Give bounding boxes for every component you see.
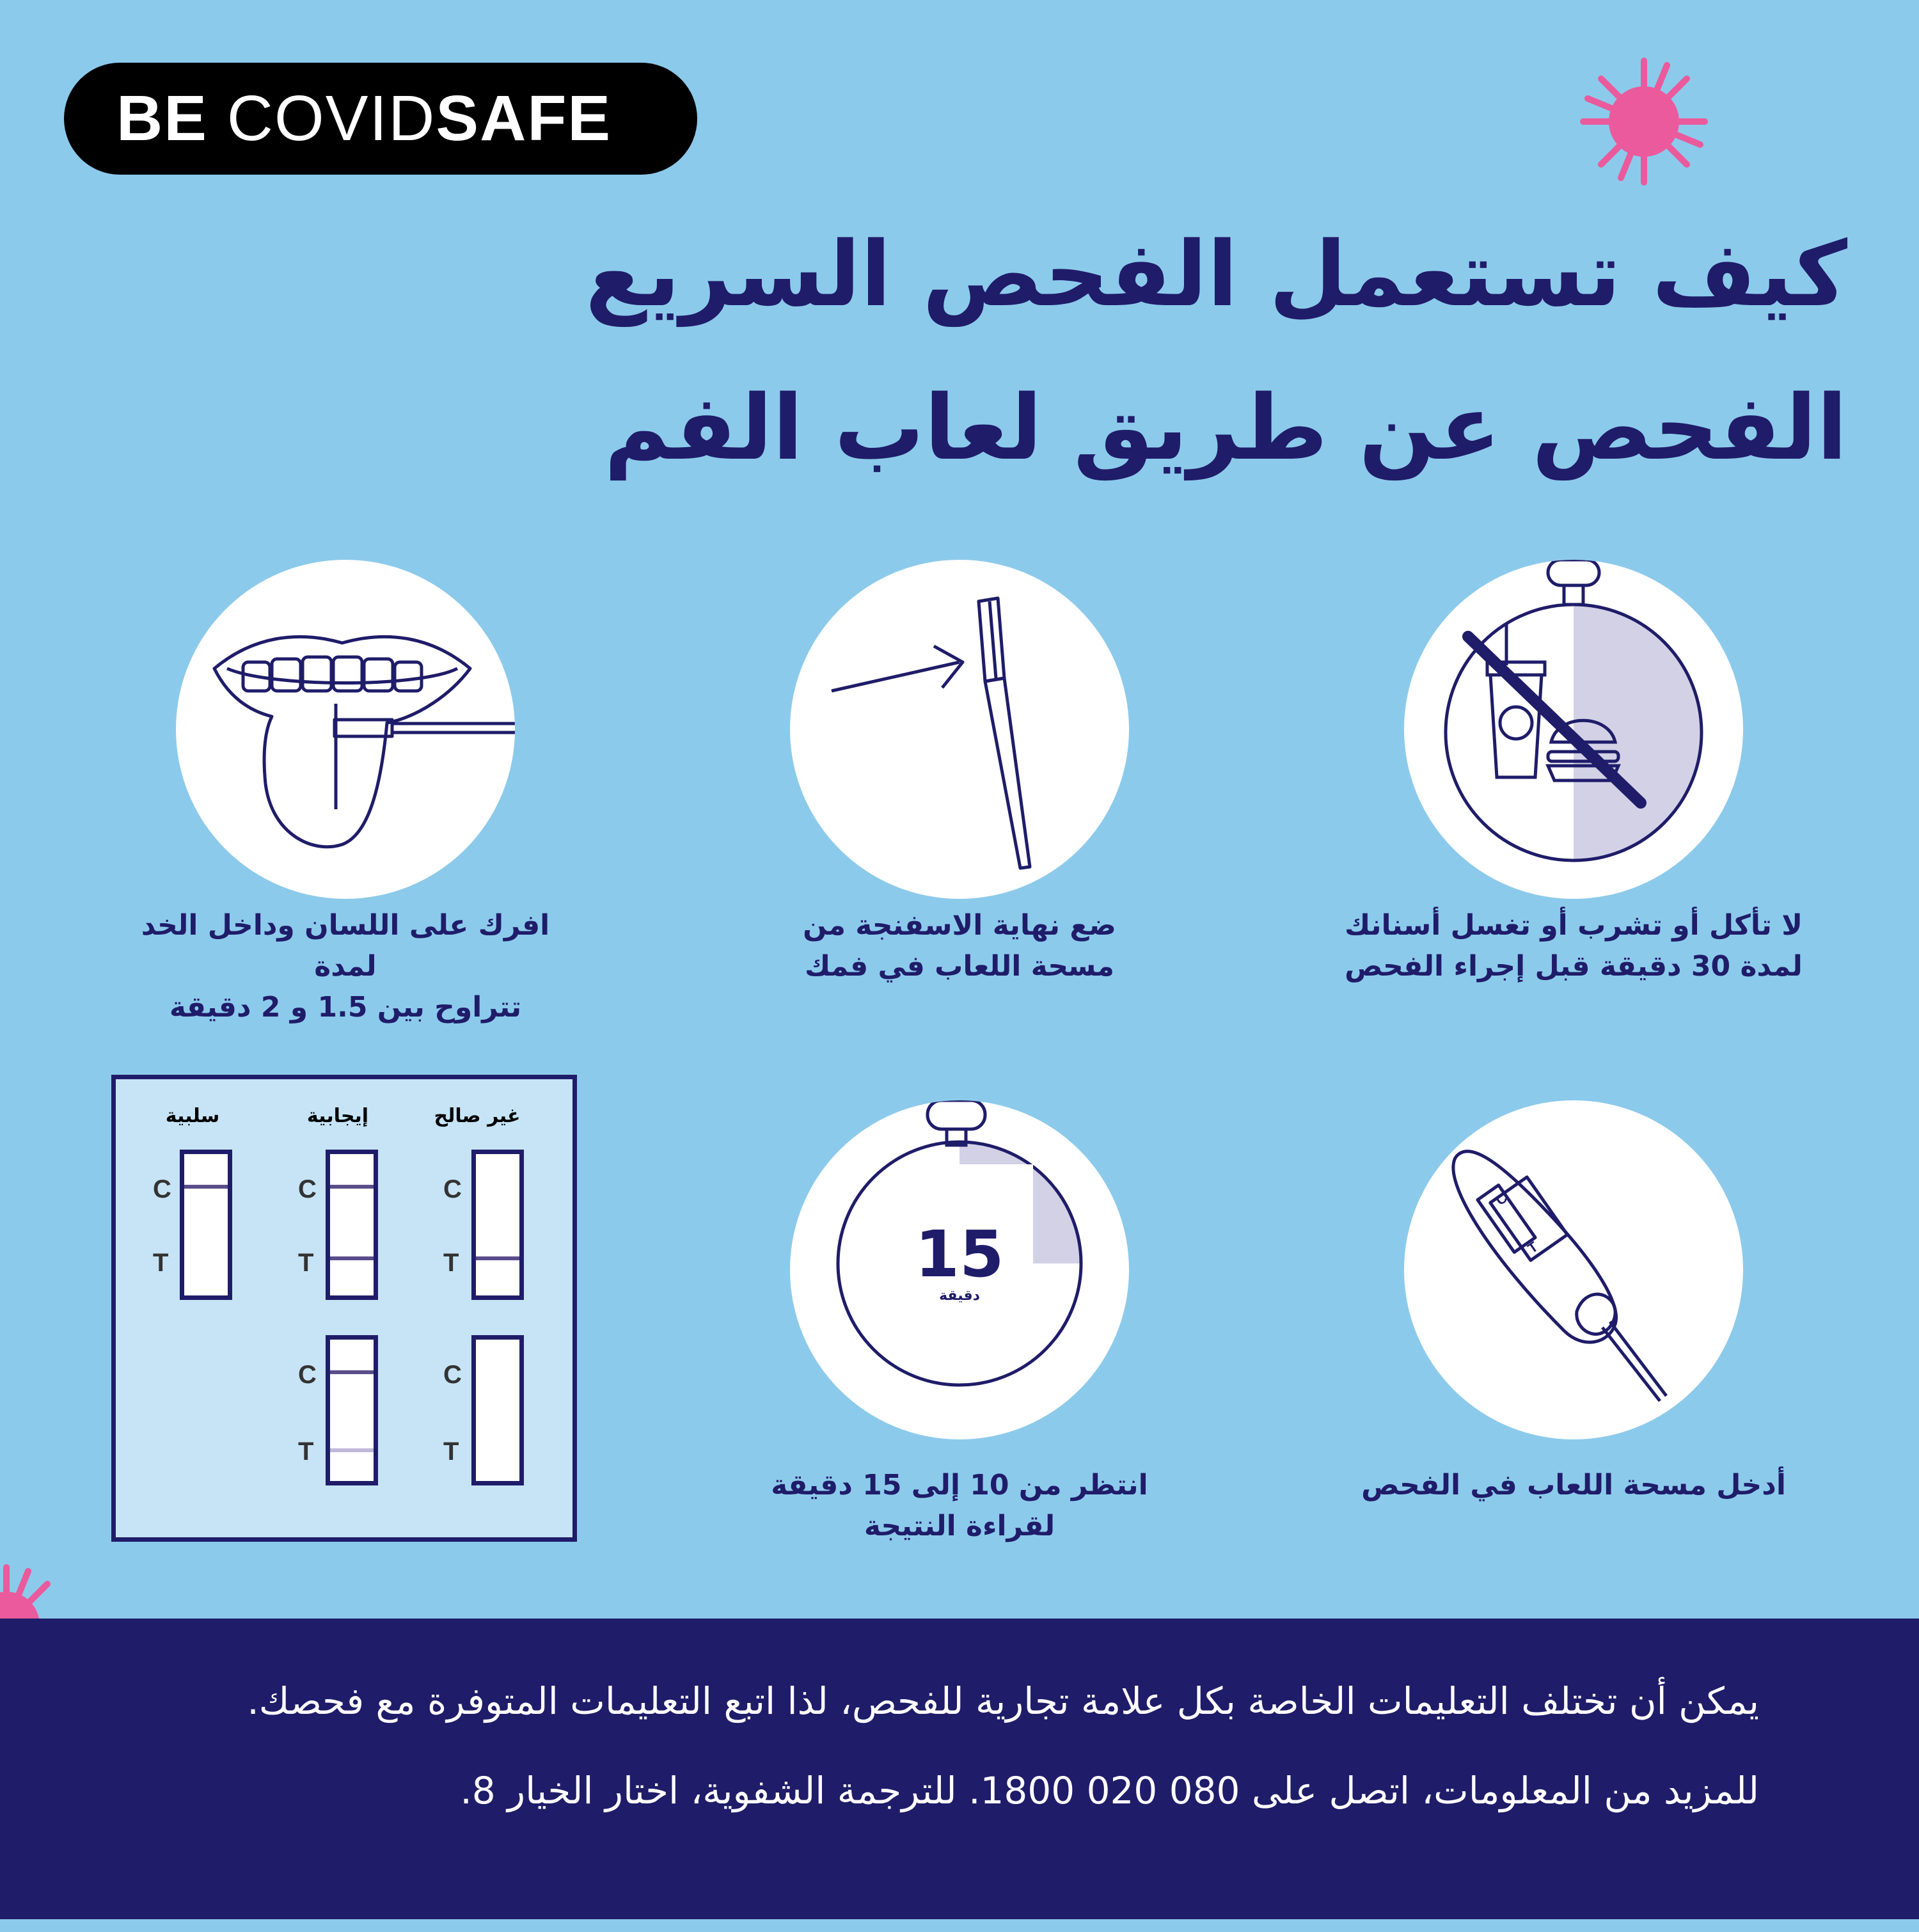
step-caption-wait — [729, 1465, 1190, 1547]
invalid-blank-t-label: T — [443, 1437, 459, 1466]
logo-safe: SAFE — [436, 83, 612, 154]
step-caption-insert — [1343, 1465, 1804, 1506]
positive-c-label: C — [298, 1175, 317, 1203]
virus-icon-top-right — [1574, 51, 1714, 192]
insert-swab-test-icon — [1404, 1100, 1743, 1439]
control-line — [184, 1185, 228, 1189]
label-negative: سلبية — [165, 1105, 220, 1127]
step-caption-insert-line-1: أدخل مسحة اللعاب في الفحص — [1361, 1469, 1786, 1501]
test-line — [330, 1256, 374, 1260]
step-caption-no-food — [1343, 905, 1804, 987]
mouth-swab-icon — [176, 560, 515, 899]
footer-banner — [0, 1619, 1919, 1919]
be-covidsafe-logo — [64, 63, 697, 175]
footer-line-1: يمكن أن تختلف التعليمات الخاصة بكل علامة تجارية للفحص، لذا اتبع التعليمات المتوفرة مع فحصك. — [247, 1679, 1759, 1723]
step-caption-no-food-line-1: لا تأكل أو تشرب أو تغسل أسنانك — [1344, 909, 1803, 942]
footer-line-2: للمزيد من المعلومات، اتصل على 080 020 1800. للترجمة الشفوية، اختار الخيار 8. — [460, 1769, 1759, 1812]
invalid-t-label: T — [443, 1249, 459, 1277]
step-caption-sponge — [729, 905, 1190, 987]
logo-covid: COVID — [226, 83, 436, 154]
svg-text:T: T — [1524, 1238, 1541, 1257]
step-caption-rub-line-1: افرك على اللسان وداخل الخد لمدة — [141, 909, 550, 983]
timer-number: 15 — [915, 1217, 1004, 1292]
swab-sponge-icon — [790, 560, 1129, 899]
step-circle-insert — [1404, 1100, 1743, 1439]
step-circle-sponge — [790, 560, 1129, 899]
no-food-drink-timer-icon — [1404, 560, 1743, 899]
step-caption-sponge-line-2: مسحة اللعاب في فمك — [804, 950, 1115, 983]
label-invalid: غير صالح — [434, 1105, 521, 1127]
invalid-strip — [471, 1150, 524, 1300]
step-caption-wait-line-1: انتظر من 10 إلى 15 دقيقة — [771, 1469, 1148, 1501]
step-caption-wait-line-2: لقراءة النتيجة — [864, 1510, 1055, 1542]
invalid-blank-c-label: C — [443, 1361, 462, 1389]
test-line — [476, 1256, 519, 1260]
control-line — [330, 1370, 374, 1374]
step-circle-rub — [176, 560, 515, 899]
timer-unit: دقيقة — [939, 1288, 980, 1304]
step-circle-wait — [790, 1100, 1129, 1439]
negative-c-label: C — [153, 1175, 171, 1203]
label-positive: إيجابية — [306, 1105, 369, 1127]
svg-text:C: C — [1492, 1189, 1510, 1209]
results-diagram — [111, 1075, 577, 1542]
positive-strip — [326, 1150, 378, 1300]
step-caption-rub — [115, 905, 576, 1028]
page-title-line-2: الفحص عن طريق لعاب الفم — [604, 376, 1847, 480]
step-circle-no-food — [1404, 560, 1743, 899]
invalid-c-label: C — [443, 1175, 462, 1203]
invalid-blank-strip — [471, 1335, 524, 1485]
positive-faint-t-label: T — [298, 1437, 314, 1466]
negative-t-label: T — [153, 1249, 169, 1277]
step-caption-rub-line-2: تتراوح بين 1.5 و 2 دقيقة — [169, 991, 522, 1024]
logo-be: BE — [116, 83, 227, 154]
positive-faint-c-label: C — [298, 1361, 317, 1389]
control-line — [330, 1185, 374, 1189]
page-title-line-1: كيف تستعمل الفحص السريع — [585, 223, 1847, 327]
positive-t-label: T — [298, 1249, 314, 1277]
positive-faint-strip — [326, 1335, 378, 1485]
negative-strip — [180, 1150, 232, 1300]
step-caption-sponge-line-1: ضع نهاية الاسفنجة من — [803, 909, 1116, 942]
faint-test-line — [330, 1448, 374, 1452]
timer-15-icon — [790, 1100, 1129, 1439]
step-caption-no-food-line-2: لمدة 30 دقيقة قبل إجراء الفحص — [1345, 950, 1803, 983]
